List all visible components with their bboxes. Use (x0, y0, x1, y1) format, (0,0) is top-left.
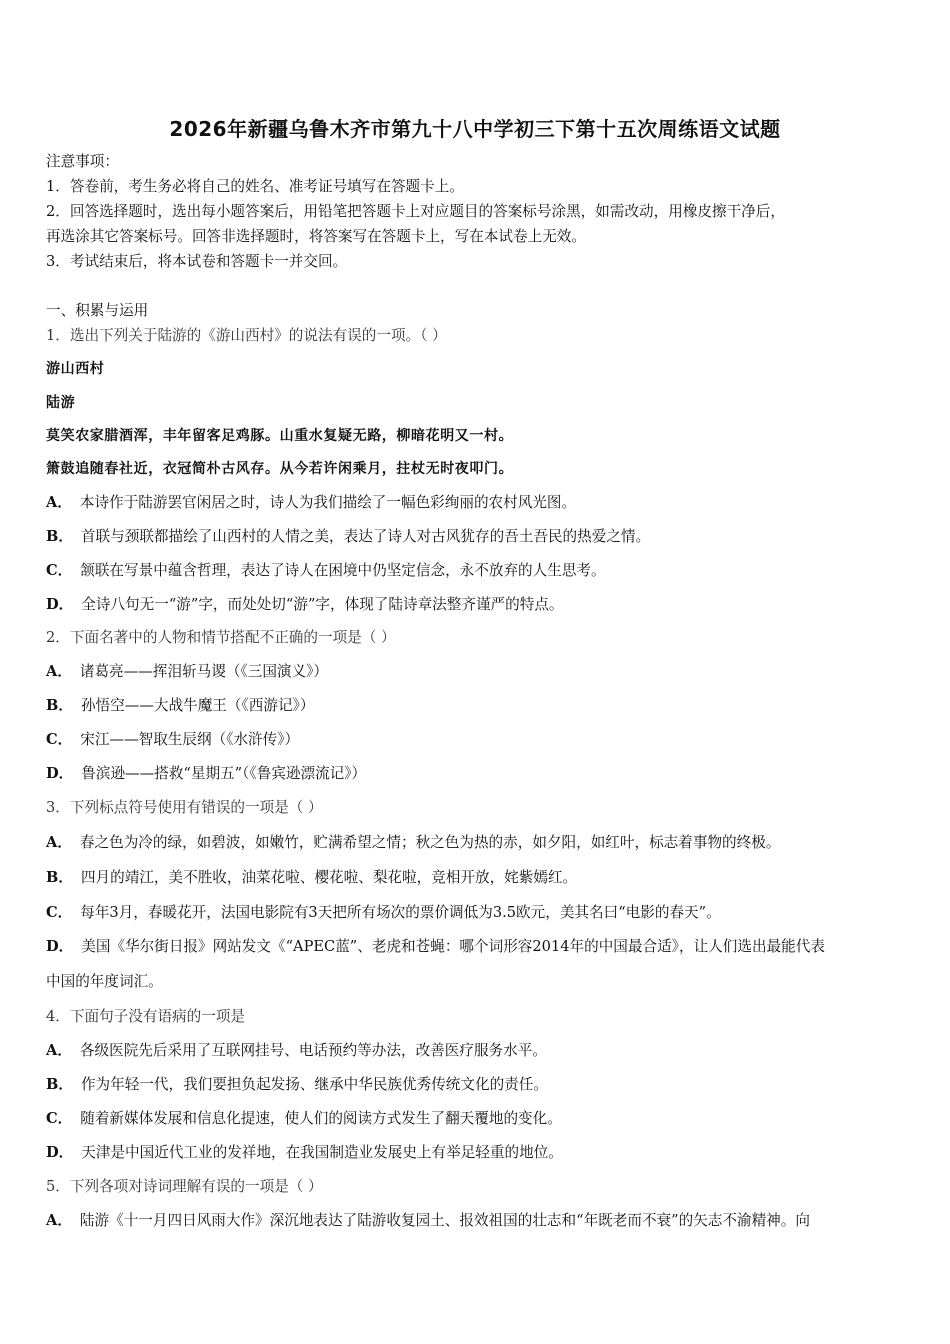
option-text: 天津是中国近代工业的发祥地，在我国制造业发展史上有举足轻重的地位。 (81, 1144, 563, 1161)
question-1-stem: 1．选出下列关于陆游的《游山西村》的说法有误的一项。（ ） (46, 327, 447, 344)
poem-title: 游山西村 (46, 361, 105, 377)
option-text: 鲁滨逊——搭救“星期五”（《鲁宾逊漂流记》） (81, 765, 367, 782)
poem-line: 箫鼓追随春社近，衣冠简朴古风存。从今若许闲乘月，拄杖无时夜叩门。 (46, 461, 514, 477)
q4-option-d (46, 1143, 563, 1163)
option-label: A． (46, 663, 72, 680)
page-title: 2026年新疆乌鲁木齐市第九十八中学初三下第十五次周练语文试题 (169, 117, 781, 141)
poem-author: 陆游 (46, 395, 76, 411)
option-text: 本诗作于陆游罢官闲居之时，诗人为我们描绘了一幅色彩绚丽的农村风光图。 (79, 494, 577, 511)
q1-option-c (46, 561, 606, 581)
option-text: 春之色为冷的绿，如碧波，如嫩竹，贮满希望之情；秋之色为热的赤，如夕阳，如红叶，标志着事物的终极。 (79, 834, 781, 851)
option-text: 诸葛亮——挥泪斩马谡（《三国演义》） (79, 663, 329, 680)
q3-option-d-continued: 中国的年度词汇。 (46, 973, 163, 990)
q4-option-b (46, 1075, 548, 1095)
option-label: C． (46, 1110, 73, 1127)
option-text: 每年3月，春暖花开，法国电影院有3天把所有场次的票价调低为3.5欧元，美其名曰“电影的春天”。 (80, 904, 721, 921)
option-text: 颔联在写景中蕴含哲理，表达了诗人在困境中仍坚定信念，永不放弃的人生思考。 (80, 562, 606, 579)
option-text: 各级医院先后采用了互联网挂号、电话预约等办法，改善医疗服务水平。 (79, 1042, 547, 1059)
question-4-stem: 4．下面句子没有语病的一项是 (46, 1008, 246, 1025)
q1-option-b (46, 527, 650, 547)
q3-option-d (46, 937, 825, 957)
q5-option-a (46, 1211, 810, 1231)
q1-option-a (46, 493, 576, 513)
option-text: 全诗八句无一“游”字，而处处切“游”字，体现了陆诗章法整齐谨严的特点。 (81, 596, 564, 613)
q4-option-a (46, 1041, 547, 1061)
notice-item: 再选涂其它答案标号。回答非选择题时，将答案写在答题卡上，写在本试卷上无效。 (46, 228, 586, 245)
option-label: D． (46, 596, 74, 613)
q1-option-d (46, 595, 564, 615)
option-text: 作为年轻一代，我们要担负起发扬、继承中华民族优秀传统文化的责任。 (80, 1076, 548, 1093)
q2-option-d (46, 764, 366, 784)
option-text: 随着新媒体发展和信息化提速，使人们的阅读方式发生了翻天覆地的变化。 (80, 1110, 562, 1127)
option-text: 宋江——智取生辰纲（《水浒传》） (80, 731, 300, 748)
q3-option-b (46, 868, 577, 888)
option-label: B． (46, 869, 73, 886)
option-text: 孙悟空——大战牛魔王（《西游记》） (80, 697, 315, 714)
notice-item: 3．考试结束后，将本试卷和答题卡一并交回。 (46, 253, 348, 270)
option-label: A． (46, 834, 72, 851)
option-text: 首联与颈联都描绘了山西村的人情之美，表达了诗人对古风犹存的吾土吾民的热爱之情。 (80, 528, 651, 545)
option-text: 四月的靖江，美不胜收，油菜花啦、樱花啦、梨花啦，竞相开放，姹紫嫣红。 (80, 869, 578, 886)
option-label: C． (46, 731, 73, 748)
notice-heading: 注意事项： (46, 153, 119, 170)
option-label: A． (46, 1212, 72, 1229)
notice-item: 1．答卷前，考生务必将自己的姓名、准考证号填写在答题卡上。 (46, 178, 464, 195)
option-label: B． (46, 528, 73, 545)
q4-option-c (46, 1109, 562, 1129)
section-heading: 一、积累与运用 (46, 302, 149, 319)
option-label: A． (46, 1042, 72, 1059)
option-label: D． (46, 938, 74, 955)
option-label: B． (46, 697, 73, 714)
question-5-stem: 5．下列各项对诗词理解有误的一项是（ ） (46, 1178, 323, 1195)
q3-option-a (46, 833, 780, 853)
option-label: A． (46, 494, 72, 511)
option-label: D． (46, 765, 74, 782)
q2-option-a (46, 662, 328, 682)
option-label: C． (46, 562, 73, 579)
option-label: D． (46, 1144, 74, 1161)
option-label: C． (46, 904, 73, 921)
poem-line: 莫笑农家腊酒浑，丰年留客足鸡豚。山重水复疑无路，柳暗花明又一村。 (46, 428, 514, 444)
question-2-stem: 2．下面名著中的人物和情节搭配不正确的一项是（ ） (46, 629, 396, 646)
q2-option-c (46, 730, 299, 750)
q3-option-c (46, 903, 721, 923)
q2-option-b (46, 696, 314, 716)
notice-item: 2．回答选择题时，选出每小题答案后，用铅笔把答题卡上对应题目的答案标号涂黑，如需改动，用橡皮擦干净后， (46, 203, 785, 220)
option-text: 美国《华尔街日报》网站发文《“APEC蓝”、老虎和苍蝇：哪个词形容2014年的中国最合适》，让人们选出最能代表 (81, 938, 825, 955)
option-text: 陆游《十一月四日风雨大作》深沉地表达了陆游收复园土、报效祖国的壮志和“年既老而不衰”的矢志不渝精神。向 (79, 1212, 810, 1229)
question-3-stem: 3．下列标点符号使用有错误的一项是（ ） (46, 799, 323, 816)
option-label: B． (46, 1076, 73, 1093)
